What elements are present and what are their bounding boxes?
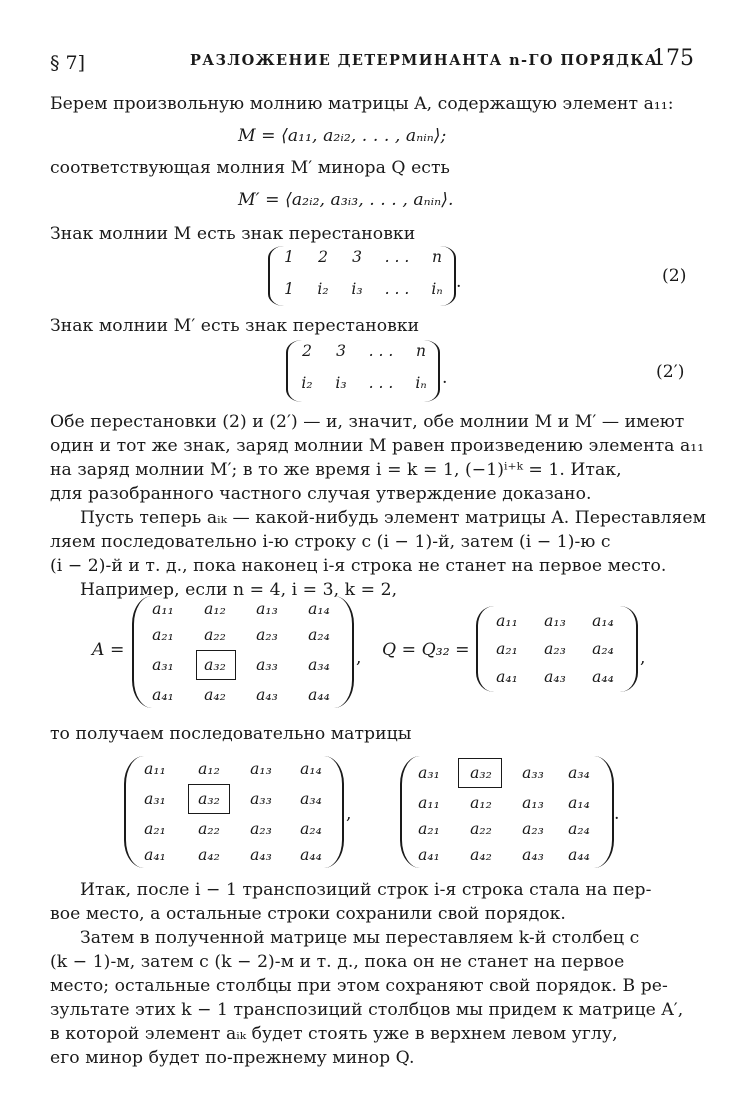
highlighted-element-box — [188, 784, 230, 814]
text-line-8: для разобранного частного случая утверждение доказано. — [50, 484, 592, 504]
text-line-10: ляем последовательно i-ю строку с (i − 1)-й, затем (i − 1)-ю с — [50, 532, 611, 552]
text-line-21: его минор будет по-прежнему минор Q. — [50, 1048, 415, 1068]
text-line-17: (k − 1)-м, затем с (k − 2)-м и т. д., пока он не станет на первое — [50, 952, 625, 972]
text-line-18: место; остальные столбцы при этом сохраняют свой порядок. В ре- — [50, 976, 668, 996]
text-line-3: Знак молнии M есть знак перестановки — [50, 224, 416, 244]
text-line-4: Знак молнии M′ есть знак перестановки — [50, 316, 420, 336]
text-line-1: Берем произвольную молнию матрицы A, содержащую элемент a₁₁: — [50, 94, 674, 114]
formula-M-prime: M′ = ⟨a₂ᵢ₂, a₃ᵢ₃, . . . , aₙᵢₙ⟩. — [238, 190, 454, 210]
highlighted-element-box — [458, 758, 502, 788]
text-line-6: один и тот же знак, заряд молнии M равен произведению элемента a₁₁ — [50, 436, 705, 456]
text-line-2: соответствующая молния M′ минора Q есть — [50, 158, 450, 178]
text-line-9: Пусть теперь aᵢₖ — какой-нибудь элемент матрицы A. Переставляем — [80, 508, 707, 528]
text-line-14: Итак, после i − 1 транспозиций строк i-я строка стала на пер- — [80, 880, 652, 900]
page-number: 175 — [652, 46, 694, 71]
text-line-11: (i − 2)-й и т. д., пока наконец i-я строка не станет на первое место. — [50, 556, 667, 576]
text-line-16: Затем в полученной матрице мы переставляем k-й столбец с — [80, 928, 640, 948]
running-title: РАЗЛОЖЕНИЕ ДЕТЕРМИНАНТА n-ГО ПОРЯДКА — [190, 52, 659, 69]
highlighted-element-box — [196, 650, 236, 680]
text-line-12: Например, если n = 4, i = 3, k = 2, — [80, 580, 398, 600]
text-line-7: на заряд молнии M′; в то же время i = k = 1, (−1)ⁱ⁺ᵏ = 1. Итак, — [50, 460, 622, 480]
text-line-20: в которой элемент aᵢₖ будет стоять уже в верхнем левом углу, — [50, 1024, 618, 1044]
text-line-13: то получаем последовательно матрицы — [50, 724, 412, 744]
equation-number-2-prime: (2′) — [656, 362, 685, 382]
equation-number-2: (2) — [662, 266, 687, 286]
text-line-5: Обе перестановки (2) и (2′) — и, значит, обе молнии M и M′ — имеют — [50, 412, 685, 432]
formula-M: M = ⟨a₁₁, a₂ᵢ₂, . . . , aₙᵢₙ⟩; — [238, 126, 447, 146]
text-line-15: вое место, а остальные строки сохранили свой порядок. — [50, 904, 566, 924]
section-number: § 7] — [50, 52, 86, 74]
text-line-19: зультате этих k − 1 транспозиций столбцов мы придем к матрице A′, — [50, 1000, 684, 1020]
